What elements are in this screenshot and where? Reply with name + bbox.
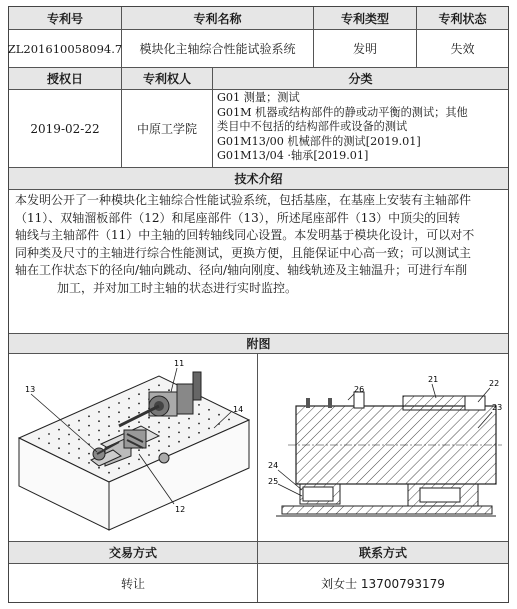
plate-hole-dot bbox=[188, 418, 190, 420]
header-row-1 bbox=[9, 7, 508, 30]
classification-line: G01M13/00 机械部件的测试[2019.01] bbox=[217, 134, 421, 148]
plate-hole-dot bbox=[88, 434, 90, 436]
plate-hole-dot bbox=[108, 416, 110, 418]
figure-title: 附图 bbox=[9, 334, 508, 353]
plate-hole-dot bbox=[58, 438, 60, 440]
plate-hole-dot bbox=[178, 432, 180, 434]
plate-hole-dot bbox=[98, 467, 100, 469]
plate-hole-dot bbox=[58, 447, 60, 449]
plate-hole-dot bbox=[128, 463, 130, 465]
plate-hole-dot bbox=[188, 436, 190, 438]
section-drawing bbox=[258, 354, 508, 541]
plate-hole-dot bbox=[228, 419, 230, 421]
label-13: 13 bbox=[25, 385, 36, 394]
patent-type: 发明 bbox=[314, 30, 417, 67]
tech-description bbox=[9, 190, 508, 299]
patent-status-header: 专利状态 bbox=[417, 7, 508, 29]
plate-hole-dot bbox=[138, 412, 140, 414]
plate-hole-dot bbox=[168, 436, 170, 438]
label-12: 12 bbox=[175, 505, 186, 514]
plate-hole-dot bbox=[118, 421, 120, 423]
plate-hole-dot bbox=[188, 427, 190, 429]
label-22: 22 bbox=[489, 379, 500, 388]
patent-name: 模块化主轴综合性能试验系统 bbox=[122, 30, 314, 67]
plate-hole-dot bbox=[138, 449, 140, 451]
contact-info: 刘女士 13700793179 bbox=[321, 576, 445, 591]
plate-hole-dot bbox=[78, 439, 80, 441]
plate-hole-dot bbox=[158, 440, 160, 442]
plate-hole-dot bbox=[158, 422, 160, 424]
plate-hole-dot bbox=[38, 438, 40, 440]
patent-number-header: 专利号 bbox=[9, 7, 122, 29]
plate-hole-dot bbox=[88, 425, 90, 427]
plate-hole-dot bbox=[68, 452, 70, 454]
plate-hole-dot bbox=[198, 413, 200, 415]
plate-hole-dot bbox=[108, 435, 110, 437]
plate-hole-dot bbox=[148, 389, 150, 391]
plate-hole-dot bbox=[198, 423, 200, 425]
grant-date: 2019-02-22 bbox=[9, 90, 122, 167]
trade-info-row bbox=[9, 564, 508, 602]
tech-title-row bbox=[9, 168, 508, 190]
classification-line: G01M13/04 ·轴承[2019.01] bbox=[217, 149, 369, 163]
trade-header-row bbox=[9, 542, 508, 564]
plate-hole-dot bbox=[178, 441, 180, 443]
plate-hole-dot bbox=[78, 457, 80, 459]
plate-hole-dot bbox=[68, 434, 70, 436]
label-24: 24 bbox=[268, 461, 279, 470]
plate-hole-dot bbox=[98, 420, 100, 422]
plate-hole-dot bbox=[78, 429, 80, 431]
plate-hole-dot bbox=[148, 445, 150, 447]
plate-hole-dot bbox=[108, 407, 110, 409]
plate-hole-dot bbox=[98, 430, 100, 432]
grant-info-row bbox=[9, 90, 508, 168]
patent-info-row bbox=[9, 30, 508, 68]
plate-hole-dot bbox=[148, 454, 150, 456]
patent-number: ZL201610058094.7 bbox=[9, 30, 122, 67]
plate-hole-dot bbox=[108, 472, 110, 474]
description-line: 轴在工作状态下的径向/轴向跳动、径向/轴向刚度、轴线轨迹及主轴温升；可进行车削 bbox=[15, 263, 468, 277]
patent-status: 失效 bbox=[450, 42, 475, 56]
plate-hole-dot bbox=[168, 445, 170, 447]
classification-line: G01 测量；测试 bbox=[217, 91, 300, 104]
plate-hole-dot bbox=[178, 422, 180, 424]
label-25: 25 bbox=[268, 477, 279, 486]
plate-hole-dot bbox=[88, 453, 90, 455]
plate-hole-dot bbox=[208, 418, 210, 420]
description-line: 本发明公开了一种模块化主轴综合性能试验系统，包括基座，在基座上安装有主轴部件 bbox=[15, 193, 472, 207]
plate-hole-dot bbox=[138, 393, 140, 395]
plate-hole-dot bbox=[208, 428, 210, 430]
grant-date-header: 授权日 bbox=[9, 68, 122, 89]
plate-hole-dot bbox=[148, 426, 150, 428]
header-row-2 bbox=[9, 68, 508, 90]
plate-hole-dot bbox=[118, 430, 120, 432]
trade-method-header: 交易方式 bbox=[9, 542, 258, 563]
plate-hole-dot bbox=[138, 459, 140, 461]
isometric-machine-figure bbox=[9, 354, 257, 542]
isometric-drawing bbox=[9, 354, 258, 541]
patent-type-header: 专利类型 bbox=[314, 7, 417, 29]
plate-hole-dot bbox=[128, 426, 130, 428]
plate-hole-dot bbox=[208, 409, 210, 411]
figure-title-row bbox=[9, 334, 508, 354]
plate-hole-dot bbox=[118, 467, 120, 469]
plate-hole-dot bbox=[198, 404, 200, 406]
plate-hole-dot bbox=[68, 443, 70, 445]
plate-hole-dot bbox=[68, 424, 70, 426]
plate-hole-dot bbox=[48, 433, 50, 435]
plate-hole-dot bbox=[158, 450, 160, 452]
classification-line: G01M 机器或结构部件的静或动平衡的测试；其他 bbox=[217, 105, 468, 119]
description-line: 加工，并对加工时主轴的状态进行实时监控。 bbox=[57, 280, 298, 295]
classification-list bbox=[213, 90, 508, 167]
plate-hole-dot bbox=[118, 411, 120, 413]
description-line: （11）、双轴溜板部件（12）和尾座部件（13），所述尾座部件（13）中顶尖的回转 bbox=[15, 210, 461, 225]
section-figure bbox=[258, 354, 509, 542]
label-23: 23 bbox=[492, 403, 503, 412]
plate-hole-dot bbox=[168, 389, 170, 391]
patent-sheet bbox=[8, 6, 509, 603]
plate-hole-dot bbox=[128, 398, 130, 400]
classification-header: 分类 bbox=[213, 68, 508, 89]
plate-hole-dot bbox=[128, 407, 130, 409]
label-14: 14 bbox=[233, 405, 244, 414]
plate-hole-dot bbox=[148, 417, 150, 419]
plate-hole-dot bbox=[128, 416, 130, 418]
plate-hole-dot bbox=[78, 420, 80, 422]
plate-hole-dot bbox=[198, 432, 200, 434]
plate-hole-dot bbox=[118, 402, 120, 404]
plate-hole-dot bbox=[98, 411, 100, 413]
plate-hole-dot bbox=[58, 429, 60, 431]
plate-hole-dot bbox=[158, 431, 160, 433]
patent-owner: 中原工学院 bbox=[122, 90, 213, 167]
description-line: 同种类及尺寸的主轴进行综合性能测试，更换方便，且能保证中心高一致；可以测试主 bbox=[15, 245, 472, 260]
plate-hole-dot bbox=[78, 448, 80, 450]
figure-row bbox=[9, 354, 508, 542]
plate-hole-dot bbox=[88, 462, 90, 464]
trade-method: 转让 bbox=[9, 564, 258, 602]
plate-hole-dot bbox=[48, 442, 50, 444]
plate-hole-dot bbox=[168, 417, 170, 419]
plate-hole-dot bbox=[98, 439, 100, 441]
plate-hole-dot bbox=[158, 384, 160, 386]
description-line: 轴线与主轴部件（11）中主轴的回转轴线同心设置。本发明基于模块化设计，可以对不 bbox=[15, 228, 475, 242]
plate-hole-dot bbox=[88, 415, 90, 417]
classification-line: 类目中不包括的结构部件或设备的测试 bbox=[217, 120, 408, 134]
plate-hole-dot bbox=[218, 414, 220, 416]
plate-hole-dot bbox=[138, 403, 140, 405]
plate-hole-dot bbox=[138, 421, 140, 423]
tech-description-row bbox=[9, 190, 508, 334]
tech-title: 技术介绍 bbox=[9, 168, 508, 189]
owner-header: 专利权人 bbox=[122, 68, 213, 89]
patent-name-header: 专利名称 bbox=[122, 7, 314, 29]
label-21: 21 bbox=[428, 375, 439, 384]
label-26: 26 bbox=[354, 385, 365, 394]
label-11: 11 bbox=[174, 359, 185, 368]
plate-hole-dot bbox=[168, 427, 170, 429]
plate-hole-dot bbox=[108, 425, 110, 427]
contact-header: 联系方式 bbox=[258, 542, 508, 563]
